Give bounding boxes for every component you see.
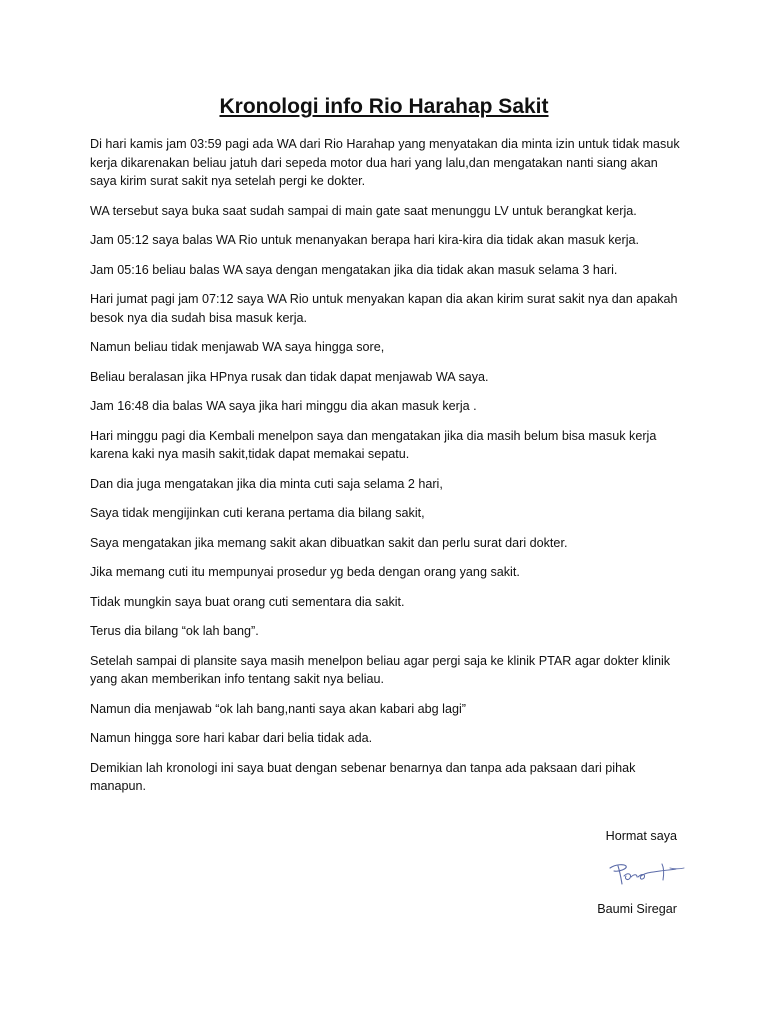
body-paragraph [90, 534, 690, 553]
paragraph-line: Demikian lah kronologi ini saya buat dengan sebenar benarnya dan tanpa ada paksaan dari pihak [90, 760, 636, 775]
body-paragraph [90, 729, 690, 748]
body-paragraph [90, 427, 690, 464]
paragraph-line: saya kirim surat sakit nya setelah pergi ke dokter. [90, 174, 366, 188]
paragraph-line: Terus dia bilang “ok lah bang”. [90, 624, 259, 638]
body-paragraph [90, 593, 690, 612]
paragraph-line: Jam 05:12 saya balas WA Rio untuk menanyakan berapa hari kira-kira dia tidak akan masuk kerja. [90, 233, 640, 247]
closing-salutation: Hormat saya [605, 829, 677, 843]
body-paragraph [90, 652, 690, 689]
handwritten-signature-icon [604, 854, 690, 890]
paragraph-line: besok nya dia sudah bisa masuk kerja. [90, 310, 308, 325]
body-paragraph [90, 475, 690, 494]
body-paragraph [90, 563, 690, 582]
paragraph-line: Beliau beralasan jika HPnya rusak dan tidak dapat menjawab WA saya. [90, 369, 489, 384]
body-paragraph [90, 759, 690, 796]
paragraph-line: Namun hingga sore hari kabar dari belia tidak ada. [90, 731, 373, 745]
body-paragraph [90, 397, 690, 416]
body-paragraph [90, 368, 690, 387]
paragraph-line: Di hari kamis jam 03:59 pagi ada WA dari Rio Harahap yang menyatakan dia minta izin untuk tidak masuk [90, 137, 680, 151]
paragraph-line: Jam 05:16 beliau balas WA saya dengan mengatakan jika dia tidak akan masuk selama 3 hari. [90, 262, 618, 277]
paragraph-line: yang akan memberikan info tentang sakit nya beliau. [90, 672, 385, 686]
body-paragraph [90, 202, 690, 221]
body-paragraph [90, 622, 690, 641]
paragraph-line: manapun. [90, 779, 147, 793]
paragraph-line: Saya mengatakan jika memang sakit akan dibuatkan sakit dan perlu surat dari dokter. [90, 535, 568, 550]
signer-name: Baumi Siregar [597, 902, 677, 916]
paragraph-line: Hari minggu pagi dia Kembali menelpon saya dan mengatakan jika dia masih belum bisa masuk kerja [90, 428, 657, 443]
body-paragraph [90, 290, 690, 327]
body-paragraph [90, 261, 690, 280]
paragraph-line: Saya tidak mengijinkan cuti kerana pertama dia bilang sakit, [90, 506, 425, 520]
paragraph-line: Jam 16:48 dia balas WA saya jika hari minggu dia akan masuk kerja . [90, 399, 477, 413]
paragraph-line: kerja dikarenakan beliau jatuh dari sepeda motor dua hari yang lalu,dan mengatakan nanti siang akan [90, 155, 658, 170]
paragraph-line: Namun dia menjawab “ok lah bang,nanti saya akan kabari abg lagi” [90, 701, 466, 716]
paragraph-line: Namun beliau tidak menjawab WA saya hingga sore, [90, 340, 385, 354]
paragraph-line: Hari jumat pagi jam 07:12 saya WA Rio untuk menyakan kapan dia akan kirim surat sakit nya dan apakah [90, 292, 678, 306]
paragraph-line: Dan dia juga mengatakan jika dia minta cuti saja selama 2 hari, [90, 476, 443, 491]
body-paragraph [90, 504, 690, 523]
body-paragraph [90, 135, 690, 191]
paragraph-line: Tidak mungkin saya buat orang cuti sementara dia sakit. [90, 594, 405, 609]
paragraph-line: Setelah sampai di plansite saya masih menelpon beliau agar pergi saja ke klinik PTAR agar dokter klinik [90, 653, 671, 668]
paragraph-line: WA tersebut saya buka saat sudah sampai di main gate saat menunggu LV untuk berangkat kerja. [90, 203, 637, 218]
body-paragraph [90, 338, 690, 357]
body-paragraph [90, 231, 690, 250]
paragraph-line: karena kaki nya masih sakit,tidak dapat memakai sepatu. [90, 447, 410, 461]
paragraph-line: Jika memang cuti itu mempunyai prosedur yg beda dengan orang yang sakit. [90, 565, 520, 579]
body-paragraph [90, 700, 690, 719]
document-body [90, 135, 690, 807]
document-title: Kronologi info Rio Harahap Sakit [219, 95, 549, 118]
